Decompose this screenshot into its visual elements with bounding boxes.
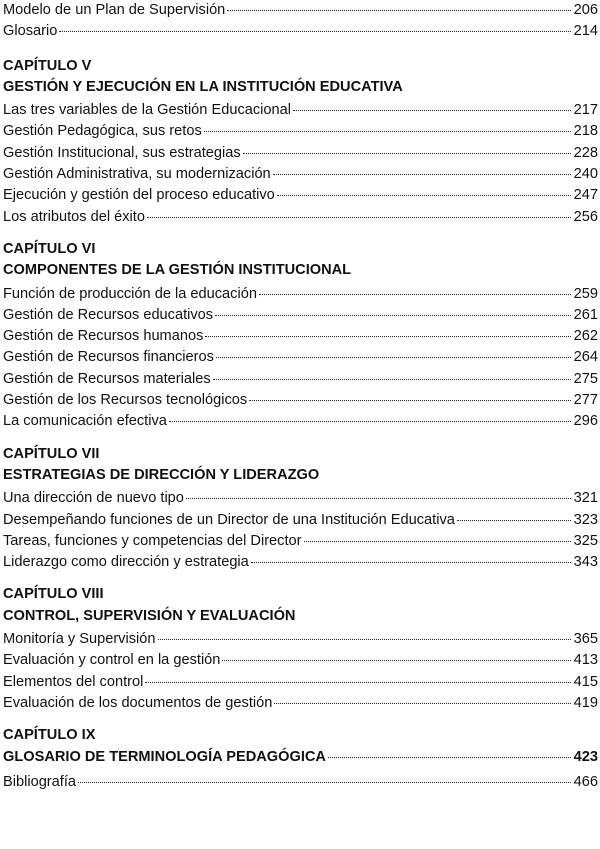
chapter-number: CAPÍTULO VI <box>3 240 96 257</box>
toc-entry-page: 217 <box>573 102 598 119</box>
chapter-vii <box>3 444 598 574</box>
toc-entry <box>3 747 598 768</box>
dot-leader <box>215 315 571 316</box>
dot-leader <box>204 131 571 132</box>
toc-entry-page: 259 <box>573 285 598 302</box>
toc-entry-title: Ejecución y gestión del proceso educativo <box>3 187 275 204</box>
dot-leader <box>273 174 571 175</box>
toc-entry-title: Tareas, funciones y competencias del Director <box>3 532 302 549</box>
toc-entry-title: Una dirección de nuevo tipo <box>3 490 184 507</box>
dot-leader <box>227 10 570 11</box>
toc-entry-page: 218 <box>573 123 598 140</box>
toc-entry-title: Glosario <box>3 23 58 40</box>
dot-leader <box>205 336 570 337</box>
dot-leader <box>243 153 571 154</box>
toc-entry-title: Gestión de Recursos educativos <box>3 306 214 323</box>
toc-entry-title: Las tres variables de la Gestión Educacional <box>3 102 291 119</box>
dot-leader <box>304 541 571 542</box>
dot-leader <box>222 660 570 661</box>
toc-entry <box>3 21 598 42</box>
dot-leader <box>78 782 571 783</box>
toc-entry-page: 206 <box>573 2 598 18</box>
toc-entry-page: 262 <box>573 328 598 345</box>
toc-entry-page: 228 <box>573 144 598 161</box>
toc-entry <box>3 185 598 206</box>
chapter-title: COMPONENTES DE LA GESTIÓN INSTITUCIONAL <box>3 262 352 279</box>
toc-entry-page: 325 <box>573 532 598 549</box>
toc-entry <box>3 121 598 142</box>
dot-leader <box>213 379 571 380</box>
chapter-number: CAPÍTULO V <box>3 57 92 74</box>
dot-leader <box>147 217 571 218</box>
dot-leader <box>277 195 571 196</box>
toc-entry <box>3 390 598 411</box>
toc-entry <box>3 693 598 714</box>
toc-entry-title: Monitoría y Supervisión <box>3 631 156 648</box>
toc-entry-page: 321 <box>573 490 598 507</box>
toc-entry <box>3 672 598 693</box>
toc-entry-page: 261 <box>573 306 598 323</box>
dot-leader <box>328 757 571 758</box>
dot-leader <box>145 682 570 683</box>
dot-leader <box>249 400 570 401</box>
toc-entry <box>3 772 598 793</box>
chapter-v <box>3 56 598 228</box>
toc-entry-page: 323 <box>573 511 598 528</box>
toc-entry-page: 415 <box>573 673 598 690</box>
toc-entry-page: 256 <box>573 208 598 225</box>
toc-entry <box>3 510 598 531</box>
toc-entry-title: Gestión de los Recursos tecnológicos <box>3 392 248 409</box>
dot-leader <box>186 498 571 499</box>
toc-entry-page: 296 <box>573 413 598 430</box>
toc-entry-title: Gestión Institucional, sus estrategias <box>3 144 241 161</box>
toc-entry-page: 264 <box>573 349 598 366</box>
toc-entry <box>3 164 598 185</box>
chapter-number: CAPÍTULO VII <box>3 445 100 462</box>
toc-entry-title: Evaluación de los documentos de gestión <box>3 694 273 711</box>
toc-entry <box>3 143 598 164</box>
toc-entry <box>3 100 598 121</box>
toc-entry-title: La comunicación efectiva <box>3 413 167 430</box>
toc-entry <box>3 629 598 650</box>
toc-entry <box>3 650 598 671</box>
toc-entry-page: 466 <box>573 773 598 790</box>
chapter-viii <box>3 584 598 714</box>
toc-entry-page: 413 <box>573 652 598 669</box>
dot-leader <box>457 520 571 521</box>
toc-entry-page: 214 <box>573 23 598 40</box>
dot-leader <box>158 639 571 640</box>
chapter-ix <box>3 725 598 793</box>
toc-entry <box>3 326 598 347</box>
toc-entry-page: 240 <box>573 166 598 183</box>
toc-entry-title: Gestión Pedagógica, sus retos <box>3 123 202 140</box>
toc-entry-title: Gestión Administrativa, su modernización <box>3 166 271 183</box>
toc-entry-page: 275 <box>573 370 598 387</box>
toc-entry-title: Evaluación y control en la gestión <box>3 652 221 669</box>
toc-entry <box>3 207 598 228</box>
dot-leader <box>274 703 570 704</box>
toc-entry-title: Bibliografía <box>3 773 77 790</box>
dot-leader <box>293 110 571 111</box>
toc-entry-title: Los atributos del éxito <box>3 208 145 225</box>
toc-entry <box>3 411 598 432</box>
toc-entry <box>3 0 598 21</box>
chapter-title: ESTRATEGIAS DE DIRECCIÓN Y LIDERAZGO <box>3 466 320 483</box>
dot-leader <box>59 31 570 32</box>
chapter-vi <box>3 239 598 433</box>
toc-entry-page: 419 <box>573 694 598 711</box>
chapter-title: GLOSARIO DE TERMINOLOGÍA PEDAGÓGICA <box>3 748 326 765</box>
toc-entry <box>3 284 598 305</box>
toc-entry <box>3 347 598 368</box>
toc-entry-title: Gestión de Recursos materiales <box>3 370 211 387</box>
toc-entry <box>3 305 598 326</box>
chapter-number: CAPÍTULO IX <box>3 727 96 744</box>
toc-entry <box>3 488 598 509</box>
toc-entry-page: 247 <box>573 187 598 204</box>
toc-entry-page: 365 <box>573 631 598 648</box>
chapter-number: CAPÍTULO VIII <box>3 586 104 603</box>
toc-entry-title: Función de producción de la educación <box>3 285 257 302</box>
toc-entry-title: Modelo de un Plan de Supervisión <box>3 2 226 18</box>
toc-entry-title: Gestión de Recursos humanos <box>3 328 204 345</box>
top-entries <box>3 0 598 43</box>
toc-entry-title: Desempeñando funciones de un Director de una Institución Educativa <box>3 511 455 528</box>
chapter-title: GESTIÓN Y EJECUCIÓN EN LA INSTITUCIÓN EDUCATIVA <box>3 78 403 95</box>
toc-entry-title: Gestión de Recursos financieros <box>3 349 214 366</box>
toc-entry <box>3 531 598 552</box>
toc-entry <box>3 552 598 573</box>
toc-entry-title: Liderazgo como dirección y estrategia <box>3 554 249 571</box>
toc-entry-page: 423 <box>573 748 598 765</box>
dot-leader <box>251 562 571 563</box>
toc-entry-page: 343 <box>573 554 598 571</box>
chapter-title: CONTROL, SUPERVISIÓN Y EVALUACIÓN <box>3 607 296 624</box>
toc-entry <box>3 369 598 390</box>
dot-leader <box>259 294 571 295</box>
dot-leader <box>216 357 571 358</box>
dot-leader <box>169 421 571 422</box>
toc-entry-page: 277 <box>573 392 598 409</box>
toc-entry-title: Elementos del control <box>3 673 144 690</box>
